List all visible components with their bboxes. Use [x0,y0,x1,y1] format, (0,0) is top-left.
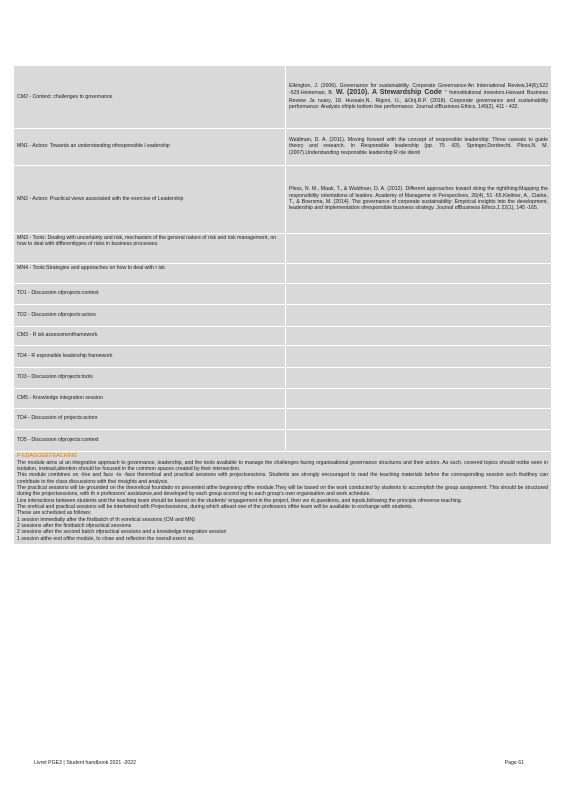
table-row [14,408,551,429]
table-row [14,263,551,283]
reference-text: Elkington, J. (2006). Governance for sustainability. Corporate Governance:An International Review,14(6),522 -529.Heineman, B. [289,82,548,97]
table-row [14,326,551,345]
session-cell: TD5 - Discussion ofprojects:context [14,429,286,451]
reference-text: W. (2010). A Stewardship Code [335,89,445,97]
references-cell [286,388,552,408]
pedagogy-paragraph: The practical sessions will be grounded on the theoretical foundatio ns presented atthe beginning ofthe module.They will be based on the work conducted by students to accomplish the group assignment. This should be structured during the projectsessions, with th e professors' assistance,and developed by each group accord ing to each group's own organisation and work schedule. [17,484,548,498]
table-row [14,66,551,128]
sessions-table [14,66,551,452]
session-cell: MN3 - Tools: Dealing with uncertainty and risk, mechanism of the general nature of risk and risk management, on how to deal with differenttypes of risks in business processes. [14,233,286,263]
table-row [14,304,551,326]
references-cell: Pless, N. M., Maak, T., & Waldman, D. A. (2012). Different approaches toward doing the rightthing:Mapping the responsibility orientations of leaders. Academy of Manageme nt Perspectives, 26(4), 51 -65.Klettner, A., Clarke, T., & Boersma, M. (2014). The governance of corporate sustainability: Empirical insights into the development, leadership and implementation ofresponsible business strategy. Journal ofBusiness Ethics,1 22(1), 145 -165. [286,165,552,233]
references-cell [286,429,552,451]
session-cell: MN2 - Actors: Practical views associated with the exercise of Leadership [14,165,286,233]
table-row [14,128,551,165]
pedagogy-paragraph: Live interactions between students and the teaching team should be based on the students' engagement in the project, their wo rk,questions, and inputs,following the principle ofreverse teaching. [17,497,463,504]
pedagogy-paragraph: The oretical and practical sessions will be intertwined with Projectsessions, during which atleast one of the professors ofthe team will be available to exchange with students. [17,503,413,510]
table-row [14,345,551,367]
references-cell [286,304,552,326]
table-row [14,283,551,304]
references-cell [286,345,552,367]
table-row [14,165,551,233]
document-page [14,66,551,544]
references-cell [286,408,552,429]
pedagogy-paragraph: These are scheduled as follows: [17,510,92,517]
pedagogy-paragraph: This module combines on -line and face -to -face theoretical and practical sessions with projectsessions. Students are strongly encouraged to read the teaching materials before the corresponding session such thatthey can contribute to the class discussions with thei rinsights and analysis. [17,472,548,485]
references-cell [286,263,552,283]
session-cell: TD3 - Discussion ofprojects:tools [14,367,286,388]
table-row [14,429,551,451]
schedule-line: 2 sessions after the firstbatch ofpractical sessions [17,522,132,529]
session-cell: TD1 - Discussion ofprojects:context [14,283,286,304]
references-cell [286,283,552,304]
session-cell: CM3 - R isk assessmentframework [14,326,286,345]
pedagogy-section [14,452,551,544]
schedule-line: 2 sessions after the second batch ofpractical sessions and a knowledge integration session [17,529,227,536]
session-cell: CM5 - Knowledge integration session [14,388,286,408]
table-row [14,388,551,408]
references-cell [286,326,552,345]
references-cell [286,233,552,263]
table-row [14,367,551,388]
section-heading: P EDAGOGETEACHING [17,452,78,459]
session-cell: MN1 - Actors: Towards an understanding ofresponsible l eadership [14,128,286,165]
pedagogy-paragraph: The module aims at an integrative approach to governance, leadership, and the tools available to manage the challenges facing organisational governance structures and their actors. As such, covered topics should notbe seen in isolation, instead,attention should be focused in the common spaces created by their intersection. [17,459,548,472]
session-cell: CM2 - Context: challenges to governance [14,66,286,128]
session-cell: MN4 - Tools:Strategies and approaches on how to deal with r isk [14,263,286,283]
references-cell: Waldman, D. A. (2011). Moving forward with the concept of responsible leadership: Three caveats to guide theory and research. In Responsible leadership (pp. 75 -83). Springer,Dordrecht. Pless,N. M.(2007).Understanding responsible leadership:R ole identi [286,128,552,165]
session-cell: TD2 - Discussion ofprojects:actors [14,304,286,326]
schedule-line: 1 session immediatly after the firstbatch of th eoretical sessions (CM and MN) [17,516,195,523]
references-cell [286,367,552,388]
schedule-line: 1 session atthe end ofthe module, to close and reflecton the overall exerci se. [17,535,195,542]
footer-handbook-label: Livret PGE3 | Student handbook 2021 -2022 [34,760,136,766]
session-cell: TD4 - R esponsible leadership framework [14,345,286,367]
reference-text: " forinstitutional investors.Harvard Business Review Ja nuary, 18. Hussain,N., Rigoni, U., &Orij,R.P. (2018). Corporate governance and sustainability performance: Analysis ofriple bottom line performance. Journal ofBusiness Ethics, 149(2), 411 - 432. [289,90,548,111]
page-number: Page 61 [504,760,524,766]
session-cell: TD4 - Discussion of projects:actors [14,408,286,429]
table-row [14,233,551,263]
references-cell [286,66,552,128]
